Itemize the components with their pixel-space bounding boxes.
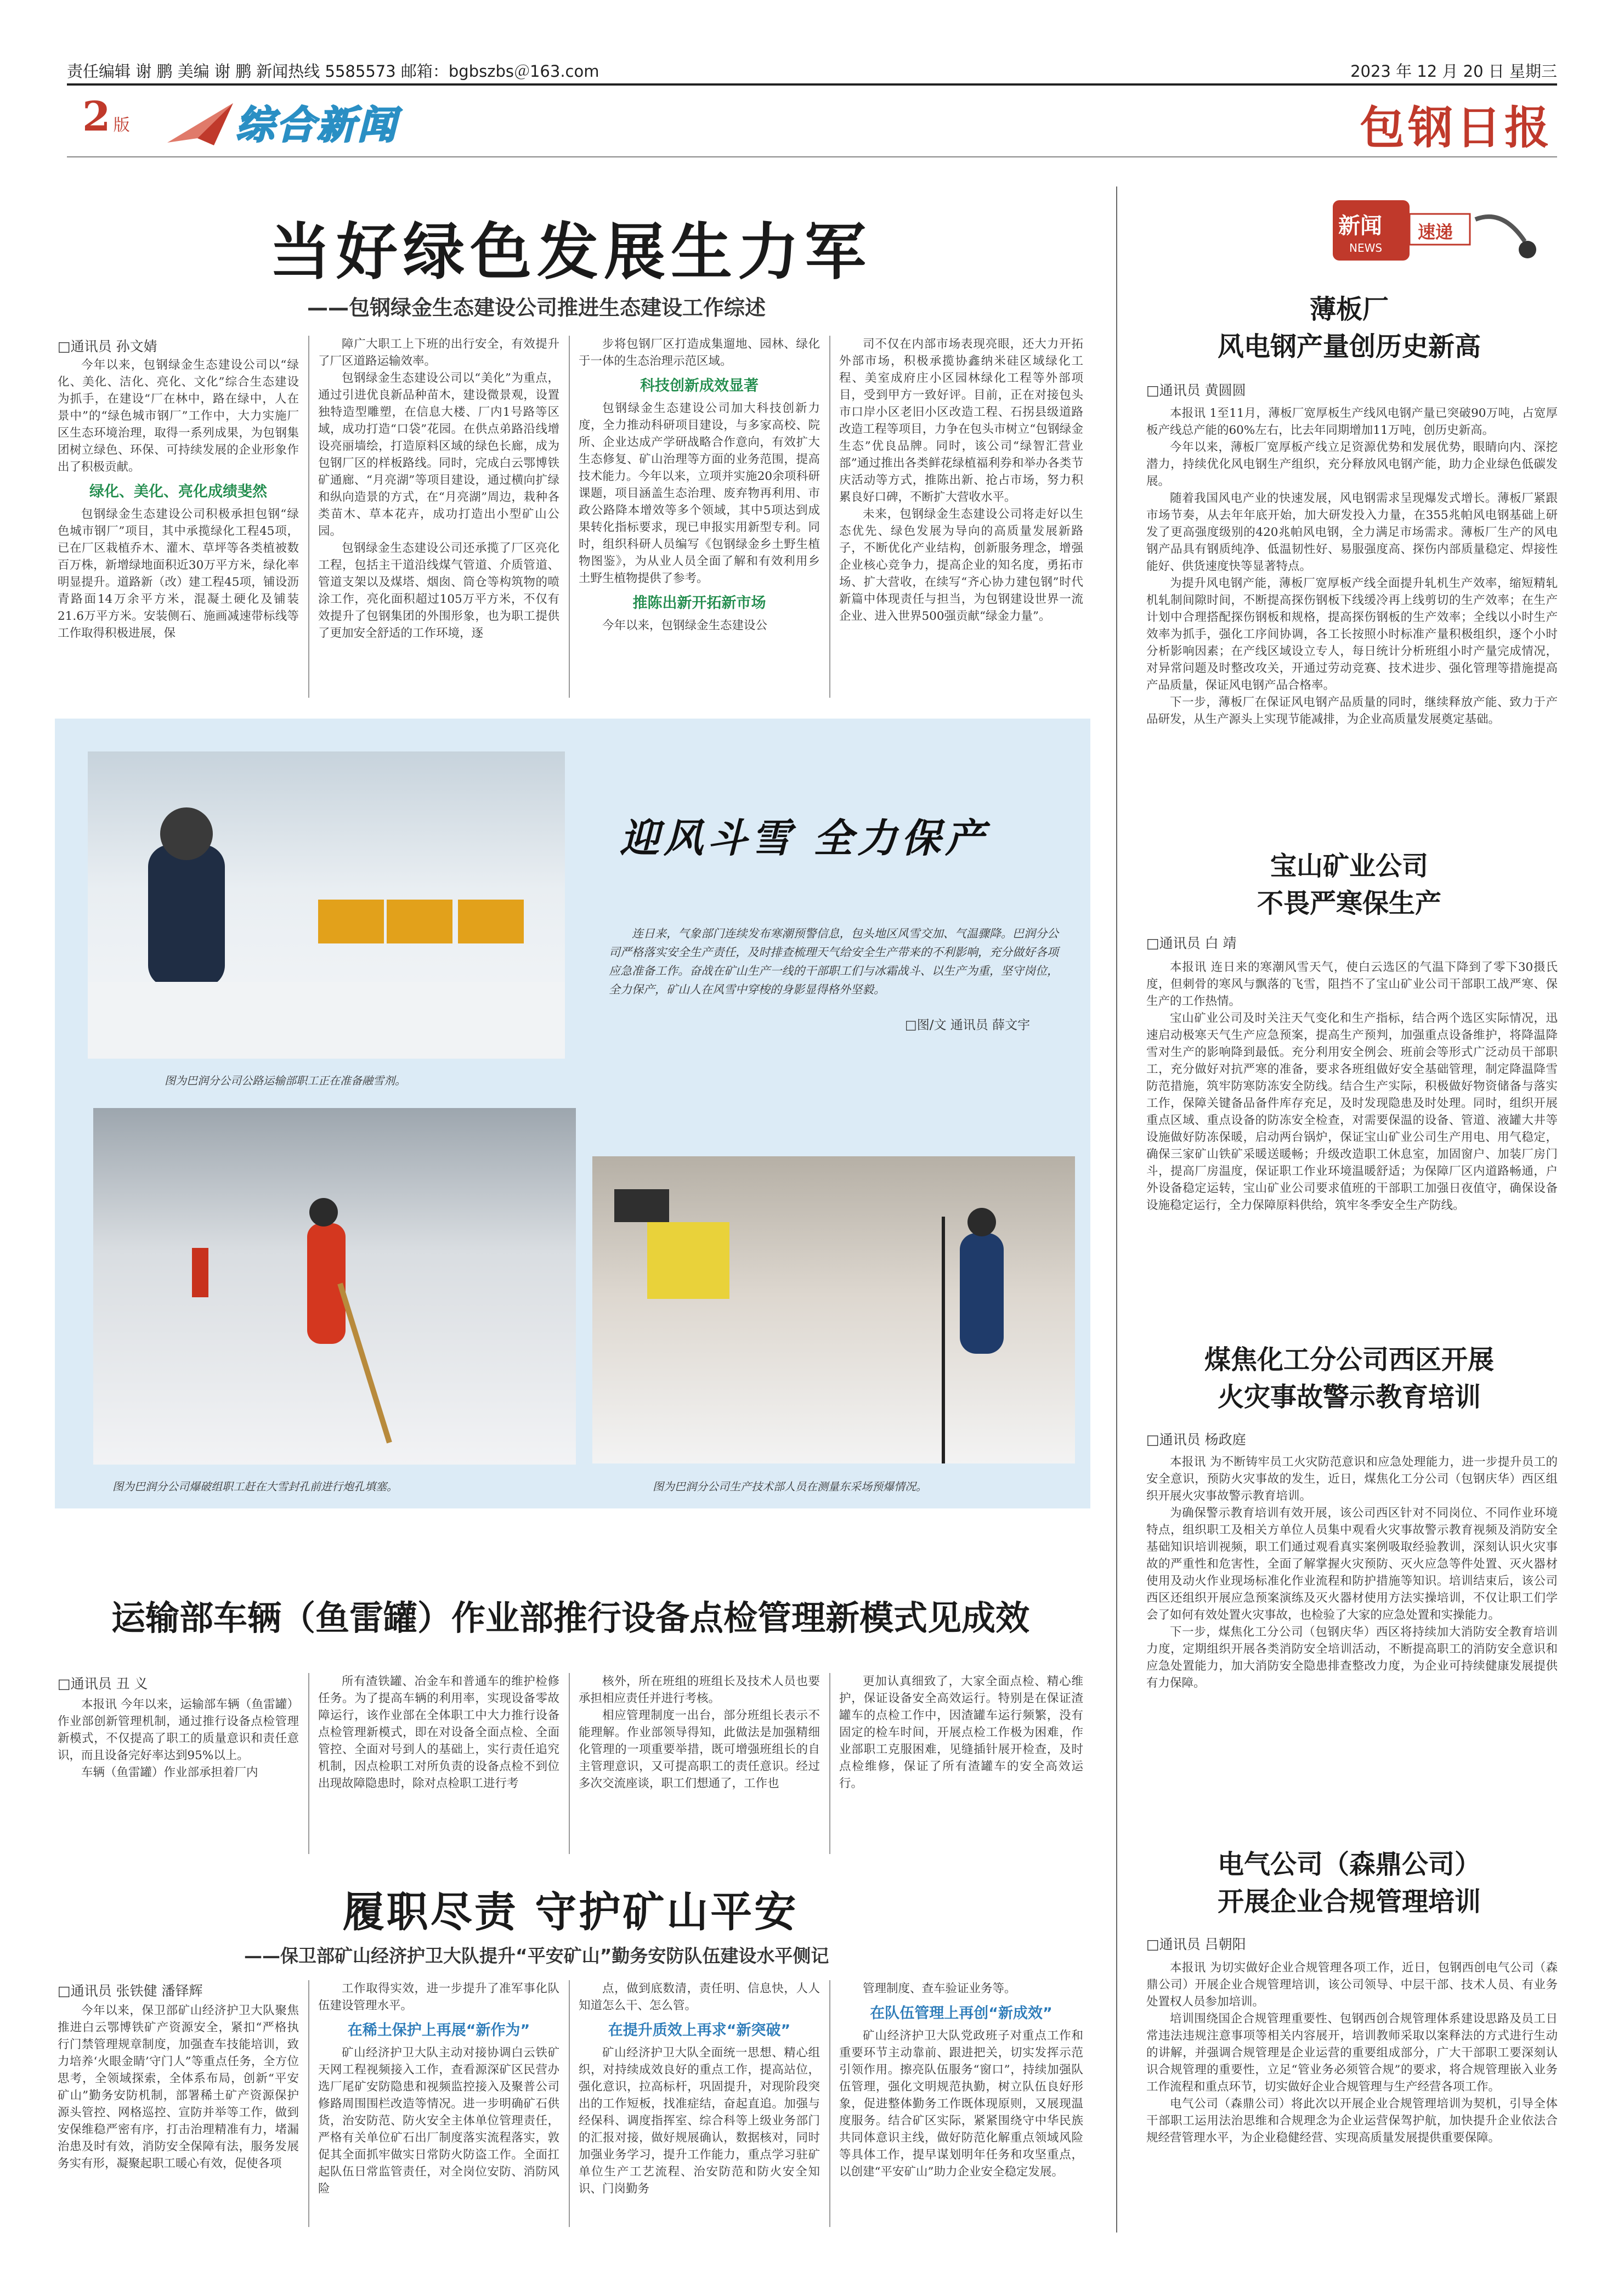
- paragraph: 包钢绿金生态建设公司以“美化”为重点，通过引进优良新品种苗木，建设微景观，设置独特造型雕塑，在信息大楼、厂内1号路等区域，成功打造“口袋”花园。在供点弟路沿线增设亮丽墙绘，打造原料区域的绿色长廊，成为包钢厂区的样板路线。同时，完成白云鄂博铁矿通廊、“月亮湖”等项目建设，通过横向扩绿和纵向造景的方式，在“月亮湖”周边，栽种各类苗木、草本花卉，成功打造出小型矿山公园。: [318, 371, 559, 538]
- paragraph: 所有渣铁罐、冶金车和普通车的维护检修任务。为了提高车辆的利用率，实现设备零故障运行，该作业部在全体职工中大力推行设备点检管理新模式，即在对设备全面点检、全面管控、全面对号到人的基础上，实行责任追究机制，因点检职工对所负责的设备点检不到位出现故障隐患时，除对点检职工进行考: [318, 1675, 559, 1790]
- right-a2-body: [1146, 959, 1558, 1315]
- guard-col-3: [579, 1980, 820, 2233]
- paragraph: 为确保警示教育培训有效开展，该公司西区针对不同岗位、不同作业环境特点，组织职工及相关方单位人员集中观看火灾事故警示教育视频及消防安全基础知识培训视频，职工们通过观看真实案例吸取经验教训，深刻认识火灾事故的严重性和危害性，全面了解掌握火灾预防、灭火应急等件处置、灭火器材使用及动火作业现场标准化作业流程和防护措施等知识。培训结束后，该公司西区还组织开展应急预案演练及灭火器材使用方法实操培训，不仅让职工们学会了如何有效处置火灾事故，也检验了大家的应急处置和实操能力。: [1146, 1506, 1558, 1622]
- guard-subtitle: ——保卫部矿山经济护卫大队提升“平安矿山”勤务安防队伍建设水平侧记: [244, 1945, 829, 1966]
- paragraph: 电气公司（森鼎公司）将此次以开展企业合规管理培训为契机，引导全体干部职工运用法治思维和合规理念为企业运营保驾护航，加快提升企业依法合规经营管理水平，为企业稳健经营、实现高质量发展提供重要保障。: [1146, 2097, 1558, 2145]
- paragraph: 包钢绿金生态建设公司加大科技创新力度，全力推动科研项目建设，与多家高校、院所、企业达成产学研战略合作意向，有效扩大生态修复、矿山治理等方面的业务范围，提高技术能力。今年以来，立项并实施20余项科研课题，项目涵盖生态治理、废弃物再利用、市政公路降本增效等多个领域，其中5项达到成果转化指标要求，现已申报实用新型专利。同时，组织科研人员编写《包钢绿金乡土野生植物图鉴》，为从业人员全面了解和有效利用乡土野生植物提供了参考。: [579, 402, 820, 585]
- right-a2-reporter: □通讯员 白 靖: [1146, 935, 1237, 951]
- photo-feature-credit: □图/文 通讯员 薛文宇: [905, 1018, 1031, 1032]
- right-a3-body: [1146, 1454, 1558, 1821]
- paragraph: 包钢绿金生态建设公司还承揽了厂区亮化工程，包括主干道沿线煤气管道、介质管道、管道支架以及煤塔、烟囱、筒仓等构筑物的喷涂工作，亮化面积超过105万平方米，不仅有效提升了包钢集团的外围形象，也为职工提供了更加安全舒适的工作环境，逐: [318, 541, 559, 640]
- news-badge-tag: NEWS: [1349, 241, 1383, 255]
- paragraph: 矿山经济护卫大队全面统一思想、精心组织，对持续成效良好的重点工作，提高站位，强化意识，拉高标杆，巩固提升，对现阶段突出的工作短板，找准症结，奋起直追。加强与经保科、调度指挥室、综合科等上级业务部门的汇报对接，做好规展确认，数据核对，同时加强业务学习，提升工作能力，重点学习驻矿单位生产工艺流程、治安防范和防火安全知识、门岗勤务: [579, 2046, 820, 2196]
- paragraph: 本报讯 连日来的寒潮风雪天气，使白云选区的气温下降到了零下30摄氏度，但刺骨的寒风与飘落的飞雪，阻挡不了宝山矿业公司干部职工战严寒、保生产的工作热情。: [1146, 960, 1558, 1008]
- paragraph: 未来，包钢绿金生态建设公司将走好以生态优先、绿色发展为导向的高质量发展新路子，不断优化产业结构，创新服务理念，增强企业核心竞争力，提高企业的知名度，勇拓市场、扩大营收，在续写“齐心协力建包钢”时代新篇中体现责任与担当，为包钢建设世界一流企业、进入世界500强贡献“绿金力量”。: [839, 507, 1083, 623]
- photo-art: [93, 1108, 576, 1465]
- paragraph: 障广大职工上下班的出行安全，有效提升了厂区道路运输效率。: [318, 337, 559, 368]
- paragraph: 矿山经济护卫大队党政班子对重点工作和重要环节主动靠前、跟进把关，切实发挥示范引领作用。擦亮队伍服务“窗口”，持续加强队伍管理，强化文明规范执勤，树立队伍良好形象，促进整体勤务工作既体现原则，又展现温度服务。结合矿区实际，紧紧围绕守中华民族共同体意识主线，做好防范化解重点领域风险等具体工作，提早谋划明年任务和攻坚重点，以创建“平安矿山”助力企业安全稳定发展。: [839, 2029, 1083, 2179]
- right-a4-title: 电气公司（森鼎公司） 开展企业合规管理培训: [1217, 1849, 1481, 1917]
- paragraph: 宝山矿业公司及时关注天气变化和生产指标，结合两个选区实际情况，迅速启动极寒天气生产应急预案，提高生产预判，加强重点设备维护，将降温降雪对生产的影响降到最低。充分利用安全例会、班前会等形式广泛动员干部职工，充分做好对抗严寒的准备，要求各班组做好安全基础管理，制定降温降雪防范措施，筑牢防寒防冻安全防线。结合生产实际，积极做好物资储备与落实工作，保障关键备品备件库存充足，及时发现隐患及时处理。同时，组织开展重点区域、重点设备的防冻安全检查，对需要保温的设备、管道、液罐大井等设施做好防冻保暖，启动两台锅炉，保证宝山矿业公司生产用电、用气稳定，确保三家矿山铁矿采暖送暖畅；升级改造职工休息室，加固窗户、加装厂房门斗，提高厂房温度，保证职工作业环境温暖舒适；为保障厂区内道路畅通，户外设备稳定运转，宝山矿业公司要求值班的干部职工加强日夜值守，确保设备设施稳定运行，全力保障原料供给，筑牢冬季安全生产防线。: [1146, 1011, 1558, 1212]
- transport-col-1: [58, 1696, 299, 1861]
- guard-subhead-1: 在稀土保护上再展“新作为”: [347, 2022, 530, 2039]
- paragraph: 下一步，煤焦化工分公司（包钢庆华）西区将持续加大消防安全教育培训力度，定期组织开展各类消防安全培训活动，不断提高职工的消防安全意识和应急处置能力，加大消防安全隐患排查整改力度，为企业可持续健康发展提供有力保障。: [1146, 1625, 1558, 1690]
- paragraph: 步将包钢厂区打造成集遛地、园林、绿化于一体的生态治理示范区域。: [579, 337, 820, 368]
- guard-title: 履职尽责 守护矿山平安: [342, 1887, 799, 1936]
- paragraph: 矿山经济护卫大队主动对接协调白云铁矿天网工程视频接入工作，查看源深矿区民营办选厂尾矿安防隐患和视频监控接入及聚普公司修路周围围栏改造等情况。进一步明确矿石供货，治安防范、防火安全主体单位管理责任，严格有关单位矿石出厂制度落实流程落实，敦促其全面抓牢做实日常防火防盗工作。全面扛起队伍日常监管责任，对全岗位安防、消防风险: [318, 2046, 559, 2196]
- photo-worker-salt: [88, 751, 565, 1059]
- column-divider: [829, 1673, 830, 1854]
- column-divider: [308, 1673, 309, 1854]
- lead-col-1: [58, 357, 299, 708]
- paragraph: 更加认真细致了，大家全面点检、精心维护，保证设备安全高效运行。特别是在保证渣罐车的点检工作中，因渣罐车运行频繁，没有固定的检车时间，开展点检工作极为困难，作业部职工克服困难，见缝插针展开检查，及时点检维修，保证了所有渣罐车的安全高效运行。: [839, 1675, 1083, 1790]
- section-title: 综合新闻: [236, 103, 398, 148]
- paragraph: 本报讯 1至11月，薄板厂宽厚板生产线风电钢产量已突破90万吨，占宽厚板产线总产能的60%左右，比去年同期增加11万吨，创历史新高。: [1146, 406, 1558, 437]
- photo-art: [592, 1156, 1075, 1463]
- right-a3-title: 煤焦化工分公司西区开展 火灾事故警示教育培训: [1204, 1344, 1494, 1412]
- photo-caption-3: 图为巴润分公司生产技术部人员在测量东采场预爆情况。: [653, 1480, 927, 1493]
- right-a3-reporter: □通讯员 杨政庭: [1146, 1432, 1246, 1448]
- masthead: 包钢日报: [1359, 101, 1553, 154]
- right-a2-title: 宝山矿业公司 不畏严寒保生产: [1257, 851, 1441, 919]
- paragraph: 车辆（鱼雷罐）作业部承担着厂内: [81, 1766, 258, 1779]
- photo-caption-1: 图为巴润分公司公路运输部职工正在准备融雪剂。: [165, 1074, 406, 1087]
- paragraph: 点，做到底数清，责任明、信息快，人人知道怎么干、怎么管。: [579, 1982, 820, 2013]
- photo-caption-2: 图为巴润分公司爆破组职工赶在大雪封孔前进行炮孔填塞。: [112, 1480, 398, 1493]
- column-divider: [308, 336, 309, 698]
- lead-title: 当好绿色发展生力军: [269, 217, 872, 288]
- guard-reporter: □通讯员 张铁健 潘铎辉: [58, 1983, 203, 1999]
- news-badge-side: 速递: [1418, 222, 1453, 242]
- right-a4-body: [1146, 1959, 1558, 2234]
- paragraph: 包钢绿金生态建设公司积极承担包钢“绿色城市钢厂”项目，其中承揽绿化工程45项，已在厂区栽植乔木、灌木、草坪等各类植被数百万株，新增绿地面积近30万平方米，绿化率明显提升。道路新（改）建工程45项，铺设沥青路面14万余平方米，混凝土硬化及铺装21.6万平方米。安装侧石、施画减速带标线等工作取得积极进展，保: [58, 507, 299, 640]
- transport-col-3: [579, 1673, 820, 1860]
- paragraph: 本报讯 为切实做好企业合规管理各项工作，近日，包钢西创电气公司（森鼎公司）开展企业合规管理培训，该公司领导、中层干部、技术人员、有业务处置权人员参加培训。: [1146, 1961, 1558, 2009]
- column-divider: [829, 1980, 830, 2227]
- transport-title: 运输部车辆（鱼雷罐）作业部推行设备点检管理新模式见成效: [111, 1598, 1029, 1638]
- transport-reporter: □通讯员 丑 义: [58, 1676, 148, 1692]
- lead-col-3: [579, 336, 820, 709]
- right-a4-reporter: □通讯员 吕朝阳: [1146, 1936, 1246, 1952]
- photo-blasting-crew: [93, 1108, 576, 1465]
- guard-col-1: [58, 2002, 299, 2233]
- column-divider: [569, 1980, 570, 2227]
- header-editors: 责任编辑 谢 鹏 美编 谢 鹏 新闻热线 5585573 邮箱：bgbszbs＠163.com: [67, 62, 599, 81]
- photo-survey: [592, 1156, 1075, 1463]
- right-a1-reporter: □通讯员 黄圆圆: [1146, 382, 1246, 398]
- header-rule: [67, 83, 1557, 86]
- paragraph: 随着我国风电产业的快速发展，风电钢需求呈现爆发式增长。薄板厂紧跟市场节奏，从去年年底开始，加大研发投入力量，在355兆帕风电钢基础上研发了更高强度级别的420兆帕风电钢，全力满足市场需求。薄板厂生产的风电钢产品具有钢质纯净、低温韧性好、易服强度高、探伤内部质量稳定、焊接性能好、供货速度快等显著特点。: [1146, 491, 1558, 573]
- paragraph: 培训围绕国企合规管理重要性、包钢西创合规管理体系建设思路及员工日常违法违规注意事项等相关内容展开，培训教师采取以案释法的方式进行生动的讲解，并强调合规管理是企业运营的重要组成部分，广大干部职工要深刻认识合规管理的重要性，立足“管业务必须管合规”的要求，将合规管理嵌入业务工作流程和重点环节，切实做好企业合规管理与生产经营各项工作。: [1146, 2012, 1558, 2094]
- right-column-divider: [1116, 186, 1117, 2233]
- paragraph: 下一步，薄板厂在保证风电钢产品质量的同时，继续释放产能、致力于产品研发，从生产源头上实现节能减排，为企业高质量发展奠定基础。: [1146, 696, 1558, 726]
- guard-subhead-2: 在提升质效上再求“新突破”: [608, 2022, 791, 2039]
- paragraph: 今年以来，薄板厂宽厚板产线立足资源优势和发展优势，眼睛向内、深挖潜力，持续优化风电钢生产组织，充分释放风电钢产能，助力企业绿色低碳发展。: [1146, 440, 1558, 488]
- lead-col-2: [318, 336, 559, 709]
- page-unit: 版: [113, 116, 130, 135]
- lead-subhead-2: 科技创新成效显著: [640, 377, 759, 394]
- guard-col-2: [318, 1980, 559, 2233]
- paragraph: 今年以来，保卫部矿山经济护卫大队聚焦推进白云鄂博铁矿产资源安全，紧扣“严格执行门禁管理规章制度，加强查车技能培训，致力培养‘火眼金睛’守门人”等重点任务，全方位思考，全领域探索，全体系布局，创新“平安矿山”勤务安防机制，部署稀土矿产资源保护源头管控、网格巡控、宣防并举等工作，做到安保维稳严密有序，打击治理精准有力，堵漏治患及时有效，消防安全保障有法，服务发展务实有形，凝聚起职工暖心有效，促使各项: [58, 2004, 299, 2171]
- header-date: 2023 年 12 月 20 日 星期三: [1350, 62, 1557, 81]
- column-divider: [569, 336, 570, 698]
- lead-col-4: [839, 336, 1083, 709]
- right-a1-body: [1146, 405, 1558, 866]
- page-number: 2: [82, 93, 111, 140]
- column-divider: [308, 1980, 309, 2227]
- news-badge-main: 新闻: [1338, 213, 1382, 239]
- right-a1-title: 薄板厂 风电钢产量创历史新高: [1217, 294, 1481, 362]
- paragraph: 相应管理制度一出台，部分班组长表示不能理解。作业部领导得知，此做法是加强精细化管理的一项重要举措，既可增强班组长的自主管理意识，又可提高职工的责任意识。经过多次交流座谈，职工们想通了，工作也: [579, 1709, 820, 1790]
- news-badge: [1316, 186, 1547, 274]
- photo-art: [88, 751, 565, 1059]
- lead-reporter: □通讯员 孙文婧: [58, 338, 157, 354]
- paragraph: 司不仅在内部市场表现亮眼，还大力开拓外部市场，积极承揽协鑫纳米硅区域绿化工程、美室成府庄小区园林绿化工程等外部项目，受到甲方一致好评。目前，正在对接包头市口岸小区老旧小区改造工程、石拐县级道路改造工程等项目，力争在包头市树立“包钢绿金生态”优良品牌。同时，该公司“绿智汇营业部”通过推出各类鲜花绿植福利券和举办各类节庆活动等方式，推陈出新、抢占市场，努力积累良好口碑，不断扩大营收水平。: [839, 337, 1083, 504]
- paragraph: 管理制度、查车验证业务等。: [863, 1982, 1016, 1996]
- guard-subhead-3: 在队伍管理上再创“新成效”: [870, 2005, 1053, 2022]
- photo-feature-title: 迎风斗雪 全力保产: [620, 815, 989, 861]
- page-number-block: [82, 93, 130, 140]
- paragraph: 为提升风电钢产能，薄板厂宽厚板产线全面提升轧机生产效率，缩短精轧机轧制间隙时间，不断提高探伤钢板下线缓冷再上线剪切的生产效率；在生产计划中合理搭配探伤钢板和规格，提高探伤钢板的生产效率；全线以小时生产效率为抓手，强化工序间协调，各工长按照小时标准产量积极组织，逐个小时分析影响因素；在产线区域设立专人，每日统计分析班组小时产量完成情况，对异常问题及时整改攻关，开通过劳动竞赛、技术进步、强化管理等措施提高产品质量，保证风电钢产品合格率。: [1146, 577, 1558, 692]
- column-divider: [829, 336, 830, 698]
- guard-col-4: [839, 1980, 1083, 2233]
- lead-subhead-1: 绿化、美化、亮化成绩斐然: [89, 483, 267, 500]
- paragraph: 本报讯 为不断铸牢员工火灾防范意识和应急处理能力，进一步提升员工的安全意识，预防火灾事故的发生，近日，煤焦化工分公司（包钢庆华）西区组织开展火灾事故警示教育培训。: [1146, 1455, 1558, 1503]
- paragraph: 核外，所在班组的班组长及技术人员也要承担相应责任并进行考核。: [579, 1675, 820, 1705]
- paragraph: 今年以来，包钢绿金生态建设公司以“绿化、美化、洁化、亮化、文化”综合生态建设为抓手，在建设“厂在林中，路在绿中，人在景中”的“绿色城市钢厂”工作中，大力实施厂区生态环境治理，取得一系列成果，为包钢集团树立绿色、环保、可持续发展的企业形象作出了积极贡献。: [58, 358, 299, 474]
- lead-subhead-3: 推陈出新开拓新市场: [632, 595, 766, 612]
- transport-col-2: [318, 1673, 559, 1860]
- photo-feature-text: 连日来，气象部门连续发布寒潮预警信息，包头地区风雪交加、气温骤降。巴润分公司严格落实安全生产责任，及时排查梳理天气给安全生产带来的不利影响，充分做好各项应急准备工作。奋战在矿山生产一线的干部职工们与冰霜战斗、以生产为重，坚守岗位，全力保产，矿山人在风雪中穿梭的身影显得格外坚毅。: [609, 927, 1059, 996]
- paragraph: 今年以来，包钢绿金生态建设公: [602, 619, 768, 632]
- paragraph: 工作取得实效，进一步提升了准军事化队伍建设管理水平。: [318, 1982, 559, 2013]
- header-bottom-rule: [67, 156, 1557, 157]
- paragraph: 本报讯 今年以来，运输部车辆（鱼雷罐）作业部创新管理机制，通过推行设备点检管理新模式，不仅提高了职工的质量意识和责任意识，而且设备完好率达到95%以上。: [58, 1698, 299, 1762]
- paper-plane-icon: [165, 99, 236, 148]
- transport-col-4: [839, 1673, 1083, 1860]
- column-divider: [569, 1673, 570, 1854]
- lead-subtitle: ——包钢绿金生态建设公司推进生态建设工作综述: [307, 296, 766, 320]
